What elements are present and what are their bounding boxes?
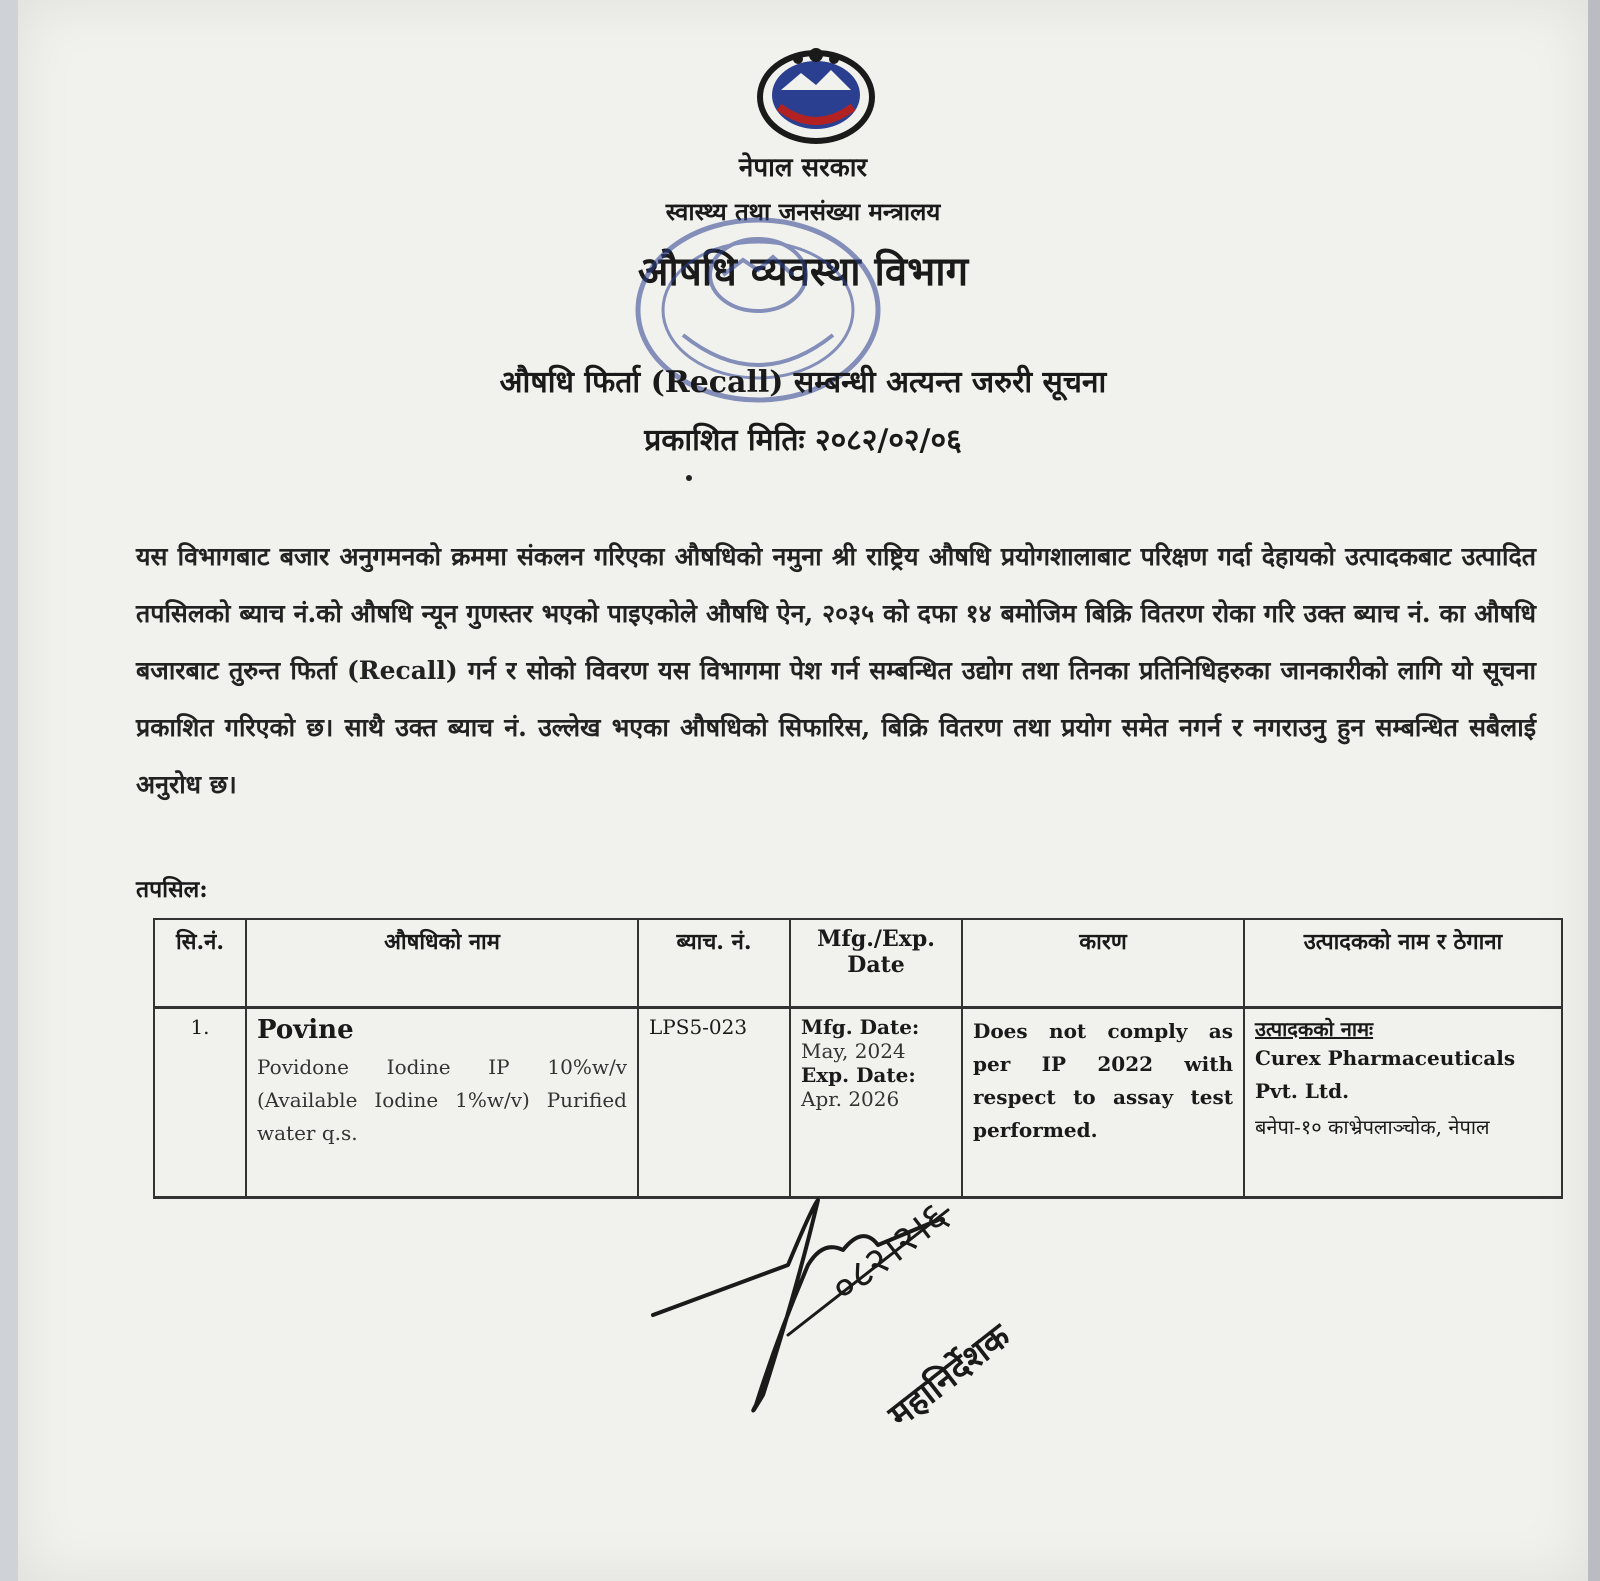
table-header-row	[154, 919, 1562, 1007]
header-mfg-exp-date: Mfg./Exp. Date	[790, 919, 962, 1007]
mfg-date-value: May, 2024	[801, 1038, 906, 1063]
table-row	[154, 1007, 1562, 1197]
exp-date-value: Apr. 2026	[801, 1086, 900, 1111]
product-description: Povidone Iodine IP 10%w/v (Available Iodine 1%w/v) Purified water q.s.	[257, 1054, 627, 1145]
tapsil-label: तपसिल:	[136, 876, 208, 903]
notice-body: यस विभागबाट बजार अनुगमनको क्रममा संकलन गरिएका औषधिको नमुना श्री राष्ट्रिय औषधि प्रयोगशालाबाट परिक्षण गर्दा देहायको उत्पादकबाट उत्पादित तपसिलको ब्याच नं.को औषधि न्यून गुणस्तर भएको पाइएकोले औषधि ऐन, २०३५ को दफा १४ बमोजिम बिक्रि वितरण रोका गरि उक्त ब्याच नं. का औषधि बजारबाट तुरुन्त फिर्ता (Recall) गर्न र सोको विवरण यस विभागमा पेश गर्न सम्बन्धित उद्योग तथा तिनका प्रतिनिधिहरुका जानकारीको लागि यो सूचना प्रकाशित गरिएको छ। साथै उक्त ब्याच नं. उल्लेख भएका औषधिको सिफारिस, बिक्रि वितरण तथा प्रयोग समेत नगर्न र नगराउनु हुन सम्बन्धित सबैलाई अनुरोध छ।	[136, 542, 1536, 799]
background-right-strip	[1588, 0, 1600, 1581]
header-medicine-name: औषधिको नाम	[246, 919, 638, 1007]
signature-date: ०८२।२।६	[822, 1192, 957, 1312]
notice-paper	[18, 0, 1588, 1581]
recall-reason: Does not comply as per IP 2022 with respect to assay test performed.	[973, 1018, 1233, 1142]
header-sn: सि.नं.	[154, 919, 246, 1007]
signatory-title: महानिर्देशक	[881, 1316, 1018, 1436]
manufacturer-address: बनेपा-१० काभ्रेपलाञ्चोक, नेपाल	[1255, 1114, 1490, 1139]
mfg-date-label: Mfg. Date:	[801, 1014, 920, 1039]
government-name: नेपाल सरकार	[738, 153, 868, 183]
ministry-name: स्वास्थ्य तथा जनसंख्या मन्त्रालय	[665, 197, 941, 226]
header-batch-no: ब्याच. नं.	[638, 919, 790, 1007]
department-name: औषधि व्यवस्था विभाग	[637, 248, 969, 295]
nepal-emblem-icon	[751, 45, 881, 145]
exp-date-label: Exp. Date:	[801, 1062, 916, 1087]
manufacturer-name: Curex Pharmaceuticals Pvt. Ltd.	[1255, 1045, 1516, 1103]
cell-reason	[962, 1007, 1244, 1197]
published-date: प्रकाशित मितिः २०८२/०२/०६	[644, 423, 962, 458]
ink-dot	[686, 475, 692, 481]
product-name: Povine	[257, 1014, 354, 1045]
header-reason: कारण	[962, 919, 1244, 1007]
header-manufacturer: उत्पादकको नाम र ठेगाना	[1244, 919, 1562, 1007]
recall-table	[153, 918, 1563, 1199]
cell-dates	[790, 1007, 962, 1197]
manufacturer-label: उत्पादकको नामः	[1255, 1016, 1374, 1041]
cell-sn: 1.	[154, 1007, 246, 1197]
cell-medicine	[246, 1007, 638, 1197]
cell-batch: LPS5-023	[638, 1007, 790, 1197]
cell-manufacturer	[1244, 1007, 1562, 1197]
notice-title: औषधि फिर्ता (Recall) सम्बन्धी अत्यन्त जरुरी सूचना	[499, 365, 1107, 400]
